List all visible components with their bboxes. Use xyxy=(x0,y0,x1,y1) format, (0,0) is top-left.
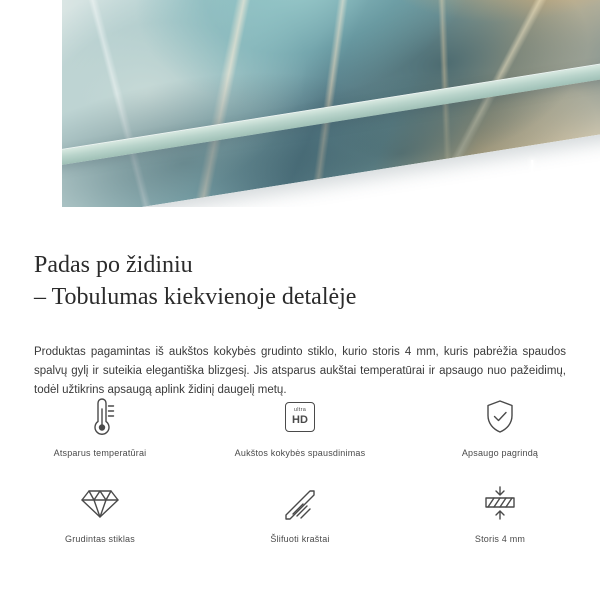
feature-item-print-quality xyxy=(200,392,400,478)
headline-line-2: – Tobulumas kiekvienoje detalėje xyxy=(34,284,357,311)
thermometer-icon xyxy=(80,394,120,440)
feature-item-polished-edges xyxy=(200,478,400,564)
ultra-hd-bottom-label: HD xyxy=(292,413,308,426)
feature-label: Aukštos kokybės spausdinimas xyxy=(234,448,366,458)
feature-label: Grudintas stiklas xyxy=(65,534,135,544)
feature-grid xyxy=(0,392,600,564)
feature-label: Šlifuoti kraštai xyxy=(270,534,330,544)
headline-line-1: Padas po židiniu xyxy=(34,252,193,279)
feature-item-temperature xyxy=(0,392,200,478)
feature-item-thickness xyxy=(400,478,600,564)
ultra-hd-top-label: ultra xyxy=(293,407,307,414)
hero-bottom-mask xyxy=(0,207,600,215)
feature-item-surface-protection xyxy=(400,392,600,478)
shield-check-icon xyxy=(480,394,520,440)
thickness-icon xyxy=(480,480,520,526)
feature-label: Atsparus temperatūrai xyxy=(53,448,147,458)
ultra-hd-icon xyxy=(285,394,315,440)
text-content xyxy=(0,215,600,412)
feature-item-tempered-glass xyxy=(0,478,200,564)
hero-left-mask xyxy=(0,0,62,215)
diamond-icon xyxy=(79,480,121,526)
polished-edges-icon xyxy=(280,480,320,526)
page-title xyxy=(0,231,600,313)
description-paragraph: Produktas pagamintas iš aukštos kokybės grudinto stiklo, kurio storis 4 mm, kuris pabrėžia spaudos spalvų gylį ir suteikia elegantiška blizgesį. Jis atsparus aukštai temperatūrai ir apsaugo nuo pažeidimų, todėl užtikrins apsaugą aplink židinį daugelį metų. xyxy=(34,346,566,397)
feature-label: Apsaugo pagrindą xyxy=(461,448,539,458)
feature-label: Storis 4 mm xyxy=(474,534,526,544)
hero-image xyxy=(0,0,600,215)
